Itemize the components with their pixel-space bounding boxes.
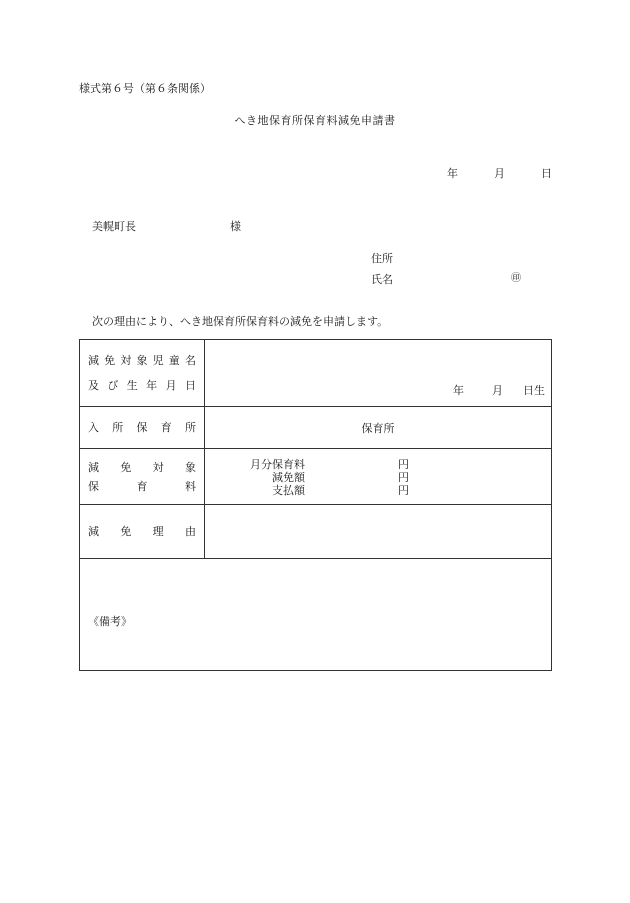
table-row-remarks [80, 559, 552, 671]
remarks-label: 《備考》 [88, 614, 132, 628]
date-month-label: 月 [494, 167, 505, 180]
fee-value-cell[interactable] [205, 449, 552, 505]
remarks-cell[interactable] [80, 559, 552, 671]
application-table [79, 339, 552, 671]
fee-label-line1: 減 免 対 象 [88, 460, 196, 474]
reason-label: 減 免 理 由 [88, 525, 196, 538]
fee-monthly-unit: 円 [398, 458, 409, 471]
child-label-line1: 減 免 対 象 児 童 名 [88, 354, 196, 367]
table-row-reason [80, 505, 552, 559]
seal-mark: ㊞ [511, 273, 521, 284]
fee-monthly-label: 月分保育料 [250, 458, 305, 471]
child-label-cell [80, 340, 205, 407]
addressee-honorific: 様 [230, 220, 241, 233]
fee-reduction-unit: 円 [398, 471, 409, 484]
applicant-name-label: 氏名 [371, 273, 393, 286]
facility-value-cell[interactable] [205, 407, 552, 449]
page-title: へき地保育所保育料減免申請書 [234, 114, 396, 127]
facility-label-cell [80, 407, 205, 449]
date-year-label: 年 [447, 167, 458, 180]
fee-payment-unit: 円 [398, 484, 409, 497]
date-line [447, 168, 552, 179]
fee-reduction-label: 減免額 [272, 471, 305, 484]
fee-label-cell [80, 449, 205, 505]
table-row-facility [80, 407, 552, 449]
child-value-cell[interactable] [205, 340, 552, 407]
date-day-label: 日 [541, 167, 552, 180]
fee-label-line2: 保 育 料 [88, 479, 196, 493]
table-row-child [80, 340, 552, 407]
form-number: 様式第６号（第６条関係） [79, 82, 211, 95]
fee-payment-label: 支払額 [272, 484, 305, 497]
table-row-fee [80, 449, 552, 505]
intro-text: 次の理由により、へき地保育所保育料の減免を申請します。 [92, 315, 389, 328]
facility-label: 入 所 保 育 所 [88, 421, 196, 434]
facility-suffix: 保育所 [361, 421, 395, 435]
child-label-line2: 及 び 生 年 月 日 [88, 379, 196, 392]
birth-date: 年 月 日生 [453, 384, 545, 397]
reason-label-cell [80, 505, 205, 559]
addressee-name: 美幌町長 [92, 220, 136, 233]
reason-value-cell[interactable] [205, 505, 552, 559]
applicant-address-label: 住所 [371, 252, 393, 265]
